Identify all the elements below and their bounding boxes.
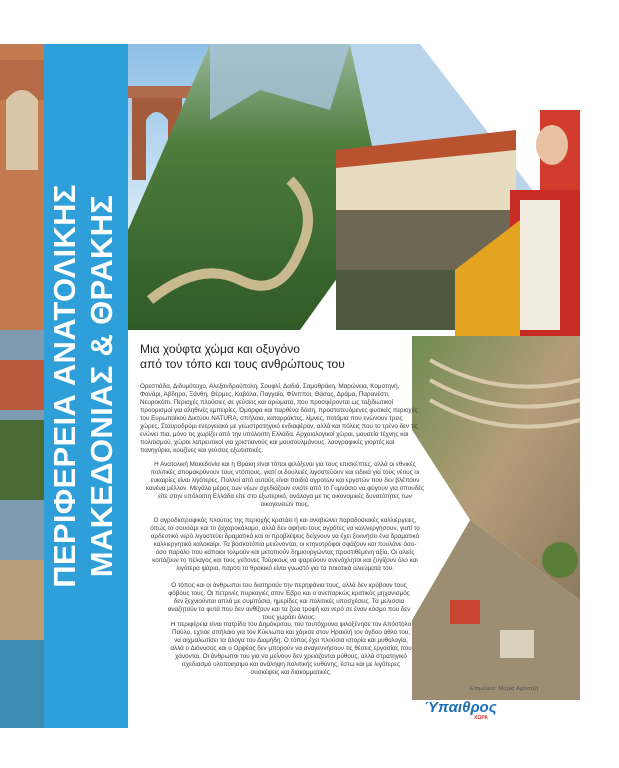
logo-subtitle: ΧΩΡΑ xyxy=(474,715,488,721)
ypaithros-logo xyxy=(424,700,508,722)
logo-name: Ύπαιθρος xyxy=(424,699,497,716)
article-paragraph-4: Ο τόπος και οι άνθρωποι του διατηρούν την περηφάνια τους, αλλά δεν κρύβουν τους φόβους τους. Οι πετρινές πυρκαγιές στον Έβρο και ο ανεπαρκώς κρατικός μηχανισμός δεν ξεχνιούνται απλά με συμπόσια, ημερίδες και πολιτικές υποσχέσεις. Τα μελισσια αναζητούν τα φυτά που δεν ανθίζουν και τα ζώα τροφή και νερό σε έναν κόσμο που δεν τους χωράει όλους. xyxy=(167,582,411,622)
vertical-title-line2: ΜΑΚΕΔΟΝΙΑΣ & ΘΡΑΚΗΣ xyxy=(84,194,119,578)
article-paragraph-2: Η Ανατολική Μακεδονία και η Θράκη είναι τόποι φιλόξενοι για τους επισκέπτες, αλλά οι εθνικές πολιτικές απομακρύνουν τους ντόπιους, γιατί οι δουλειές λιγοστεύουν και ειδικά για τους νέους οι ευκαιρίες είναι λιγότερες. Πολλοί από αυτούς είναι παιδιά αγροτών και εργατών που δεν βλέπουν κανένα μέλλον. Μεγάλο μέρος των νέων σχεδιάζουν ενιότε από το Γυμνάσιο να φύγουν για σπουδές είτε στην υπόλοιπη Ελλάδα είτε στο εξωτερικό, ανάλογα με τις οικονομικές δυνατότητες των οικογενειών τους. xyxy=(145,461,425,509)
vertical-title-line1: ΠΕΡΙΦΕΡΕΙΑ ΑΝΑΤΟΛΙΚΗΣ xyxy=(47,184,82,588)
article-heading xyxy=(140,342,390,372)
article-paragraph-5: Η περιφέρεια είναι πατρίδα του Δημόκριτου, του ταυτόχρονα φιλοξένησε τον Απόστολο Παύλο, εχτιοε σπήλαιο για τον Κύκλωπα και χάρισε στον Ηρακλή τον όγδοο άθλο του, να αιχμαλωτίσει τα άλογα του Διομήδη. Ο τόπος έχει πλούσια ιστορία και μυθολογία, αλλά ο Διόνυσος και ο Ορφέας δεν μπορούν να αναγεννήσουν τις θέσεις εργασίας που χάνονται. Οι άνθρωποι του για να μείνουν δεν χρειάζονται μύθους, αλλά στρατηγικό σχεδιασμό υλοποιησιμο και ανάληψη πολιτικής ευθύνης, έστω και με λιγότερες συσκέψεις και διακομματικές. xyxy=(170,621,412,677)
article-heading-line1: Μια χούφτα χώμα και οξυγόνο xyxy=(140,342,300,356)
article-credit: Επιμέλεια: Μαρία Αμπατζή xyxy=(470,686,539,692)
article-heading-line2: από τον τόπο και τους ανθρώπους του xyxy=(140,357,345,371)
article-paragraph-1: Ορεστιάδα, Διδυμότειχο, Αλεξανδρούπολη, Σουφλί, Δαδιά, Σαμοθράκη, Μαρώνεια, Κομοτηνή, Φανάρι, Άβδηρα, Ξάνθη, Θέρμες, Καβάλα, Παγγαίο, Φίλιπποι, Θάσος, Δράμα, Παρανέστι, Νευροκόπι. Περιοχές πλούσιες σε γεύσεις και αρώματα, που προσφέρονται ως ταξιδιωτικοί προορισμοί για αληθινές εμπειρίες. Όμορφα και παρθένα δάση, προστατευόμενες φυσικές περιοχές του Ευρωπαϊκού Δικτύου NATURA, σπήλαια, καταρράκτες, λίμνες, ποτάμια που ενώνουν τρεις χώρες. Σταυροδρόμι ενεργειακό με γεωστρατηγικό ενδιαφέρον, αλλά και πόλεις που το τρένο δεν τις ενώνει πια, μόνο τις χωρίζει από την υπόλοιπη Ελλάδα. Αρχαιολογικοί χώροι, μουσεία τέχνης και πολιτισμού, χώροι λατρευτικοί για χριστιανούς και μουσουλμάνους, λαογραφικές γιορτές και πανηγύρια, κουζίνες και γεύσεις εξωτιστικές. xyxy=(140,383,418,455)
issue-date: 28 Ιουνίου 2024 xyxy=(507,48,564,57)
article-paragraph-3: Ο αγροδιατροφικός πλούτος της περιοχής κρατάει ή και αναβιώνει παραδοσιακές καλλιέργειες, όπως το σουσάμι και το ζαχαροκάλαμο, αλλά δεν αφήνει τους αγρότες να καλλιεργήσουν, γιατί το αρδευτικό νερό λιγοστεύει δραματικά και οι προβλέψεις δείχνουν να έχει ξεκινήσει ένα δραματικό καλλιεργητικό καλοκαίρι. Τα βοσκοτόπια μειώνονται, οι κτηνοτρόφοι σφάζουν και πουλάνε όσο-όσο παρόλο που κάποιοι τολμούν και μετοπιούν δημιουργώντας προστιθέμενη αξία. Οι αλιείς κοιτάζουν το πέλαγος και τους γείτονες Τούρκους να ψαρεύουν ανενόχλητοι και ζυγίζουν όλο και λιγότερα ψάρια, παρότι το θρακικό είναι γνωστό για τα ποιοτικά αλιεύματά του. xyxy=(150,517,420,573)
